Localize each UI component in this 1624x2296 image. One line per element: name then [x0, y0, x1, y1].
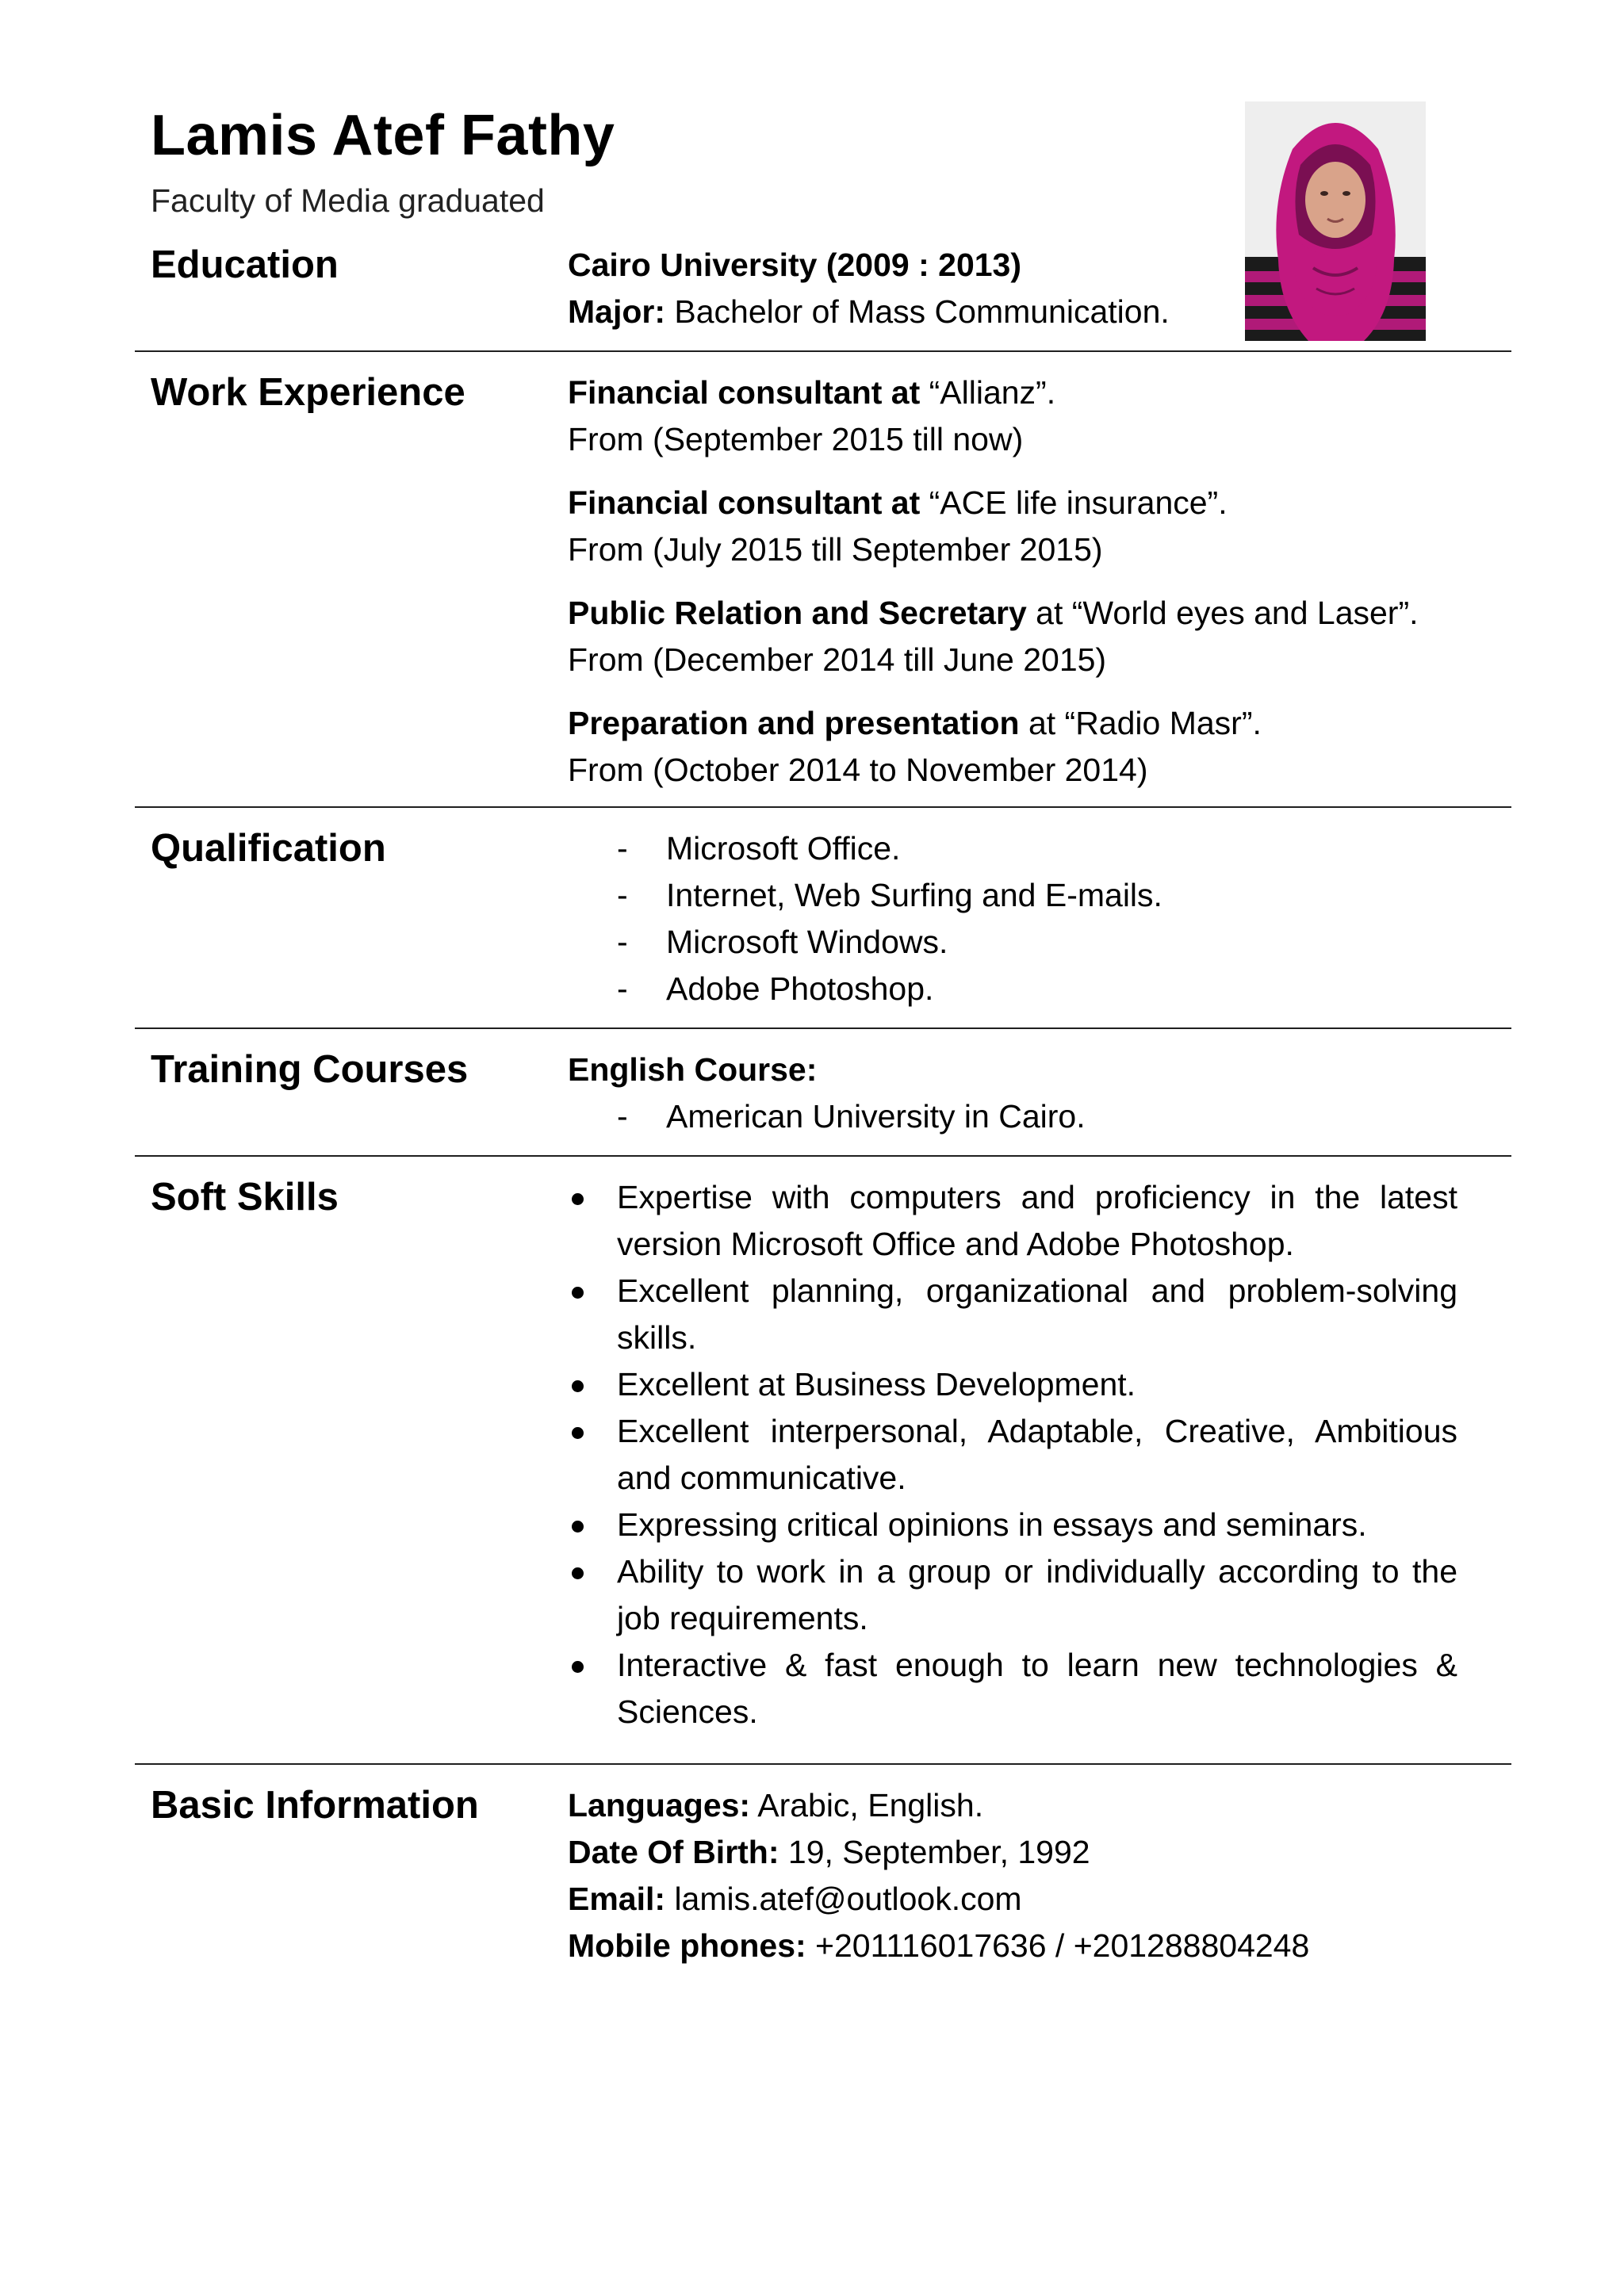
bullet-icon: [572, 1521, 584, 1533]
section-title-education: Education: [151, 243, 339, 286]
date-of-birth: Date Of Birth: 19, September, 1992: [568, 1834, 1090, 1870]
list-item: Expertise with computers and proficiency in the latest version Microsoft Office and Adobe Photoshop.: [568, 1174, 1457, 1268]
candidate-name: Lamis Atef Fathy: [151, 104, 615, 167]
education-major: Major: Bachelor of Mass Communication.: [568, 293, 1170, 330]
soft-skills-content: [568, 1174, 1457, 1735]
divider: [135, 350, 1511, 352]
bullet-icon: [572, 1567, 584, 1579]
qualification-content: [568, 825, 1457, 1012]
work-experience-content: [568, 369, 1457, 794]
section-title-qualification: Qualification: [151, 827, 386, 870]
bullet-icon: [572, 1380, 584, 1392]
education-university: Cairo University (2009 : 2013): [568, 247, 1021, 283]
divider: [135, 806, 1511, 808]
bullet-icon: [572, 1427, 584, 1439]
section-title-work-experience: Work Experience: [151, 371, 465, 414]
email: Email: lamis.atef@outlook.com: [568, 1881, 1022, 1917]
list-item: Ability to work in a group or individually according to the job requirements.: [568, 1548, 1457, 1642]
section-title-basic-information: Basic Information: [151, 1784, 479, 1827]
list-item: - Microsoft Windows.: [617, 924, 948, 960]
candidate-subtitle: Faculty of Media graduated: [151, 182, 545, 219]
work-item: Financial consultant at “ACE life insurance”. From (July 2015 till September 2015): [568, 484, 1228, 568]
section-title-soft-skills: Soft Skills: [151, 1176, 339, 1219]
list-item: Expressing critical opinions in essays and seminars.: [568, 1502, 1457, 1548]
languages: Languages: Arabic, English.: [568, 1787, 984, 1823]
bullet-icon: [572, 1287, 584, 1299]
bullet-icon: [572, 1193, 584, 1205]
list-item: - American University in Cairo.: [617, 1098, 1086, 1135]
list-item: - Internet, Web Surfing and E-mails.: [617, 877, 1162, 913]
work-item: Public Relation and Secretary at “World eyes and Laser”. From (December 2014 till June 2015): [568, 595, 1419, 678]
list-item: Excellent at Business Development.: [568, 1361, 1457, 1408]
list-item: - Microsoft Office.: [617, 830, 901, 867]
training-content: [568, 1047, 1457, 1140]
training-course: English Course:: [568, 1051, 818, 1088]
basic-information-content: [568, 1782, 1457, 1969]
work-item: Financial consultant at “Allianz”. From (September 2015 till now): [568, 374, 1056, 457]
education-content: [568, 242, 1457, 335]
list-item: Excellent planning, organizational and problem-solving skills.: [568, 1268, 1457, 1361]
work-item: Preparation and presentation at “Radio Masr”. From (October 2014 to November 2014): [568, 705, 1262, 788]
divider: [135, 1155, 1511, 1157]
section-title-training-courses: Training Courses: [151, 1048, 469, 1091]
bullet-icon: [572, 1661, 584, 1673]
list-item: Interactive & fast enough to learn new technologies & Sciences.: [568, 1642, 1457, 1735]
mobile-phones: Mobile phones: +201116017636 / +201288804248: [568, 1927, 1310, 1964]
list-item: - Adobe Photoshop.: [617, 970, 934, 1007]
list-item: Excellent interpersonal, Adaptable, Creative, Ambitious and communicative.: [568, 1408, 1457, 1502]
divider: [135, 1763, 1511, 1765]
divider: [135, 1027, 1511, 1029]
